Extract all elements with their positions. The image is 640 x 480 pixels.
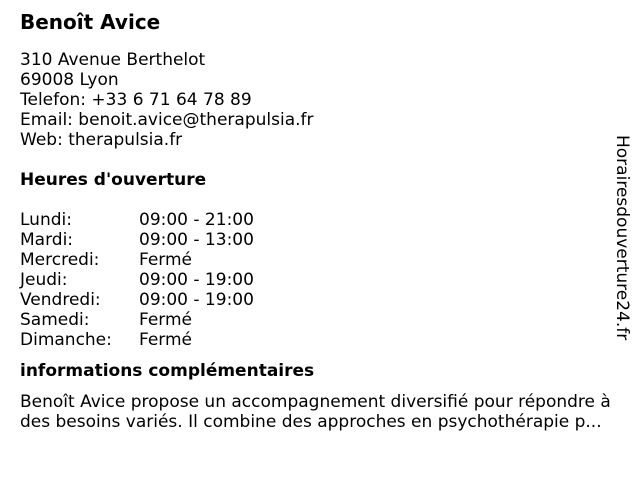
- hours-value: Fermé: [139, 330, 193, 350]
- business-description: Benoît Avice propose un accompagnement diversifié pour répondre à des besoins variés. Il combine des approches en psychothérapie p...: [20, 392, 611, 432]
- hours-row-sunday: [20, 330, 625, 350]
- address-street: 310 Avenue Berthelot: [20, 50, 206, 70]
- hours-value: 09:00 - 19:00: [139, 290, 254, 310]
- hours-value: 09:00 - 19:00: [139, 270, 254, 290]
- hours-row-thursday: [20, 270, 625, 290]
- day-label: Vendredi:: [20, 290, 101, 310]
- hours-value: Fermé: [139, 310, 193, 330]
- contact-block: [20, 50, 625, 150]
- business-name: Benoît Avice: [20, 10, 161, 34]
- opening-hours-table: [20, 210, 625, 350]
- day-label: Samedi:: [20, 310, 90, 330]
- business-card: [20, 10, 625, 432]
- day-label: Mercredi:: [20, 250, 100, 270]
- hours-row-wednesday: [20, 250, 625, 270]
- website-line[interactable]: Web: therapulsia.fr: [20, 130, 183, 150]
- additional-info-heading: informations complémentaires: [20, 361, 315, 381]
- day-label: Jeudi:: [20, 270, 68, 290]
- email-line[interactable]: Email: benoit.avice@therapulsia.fr: [20, 110, 314, 130]
- hours-value: 09:00 - 13:00: [139, 230, 254, 250]
- day-label: Mardi:: [20, 230, 74, 250]
- hours-row-tuesday: [20, 230, 625, 250]
- opening-hours-heading: Heures d'ouverture: [20, 170, 207, 190]
- day-label: Lundi:: [20, 210, 72, 230]
- site-watermark: Horairesdouverture24.fr: [612, 135, 632, 341]
- address-city: 69008 Lyon: [20, 70, 119, 90]
- hours-row-saturday: [20, 310, 625, 330]
- hours-row-friday: [20, 290, 625, 310]
- hours-value: Fermé: [139, 250, 193, 270]
- hours-value: 09:00 - 21:00: [139, 210, 254, 230]
- day-label: Dimanche:: [20, 330, 112, 350]
- phone-line[interactable]: Telefon: +33 6 71 64 78 89: [20, 90, 252, 110]
- hours-row-monday: [20, 210, 625, 230]
